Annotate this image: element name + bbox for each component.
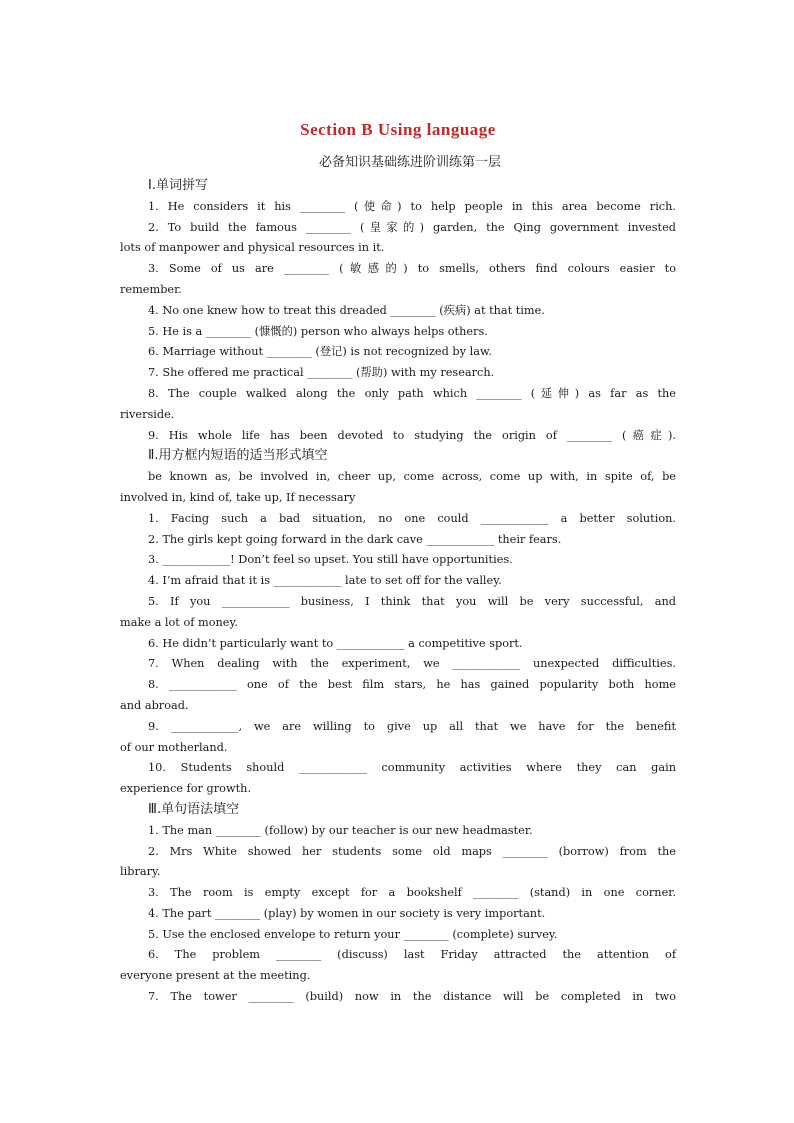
- question-line: 1. The man ________ (follow) by our teacher is our new headmaster.: [148, 823, 533, 837]
- section-heading: Ⅲ.单句语法填空: [148, 801, 240, 817]
- question-line: 5. If you ____________ business, I think that you will be very successful, and: [148, 594, 676, 608]
- question-line: 4. I’m afraid that it is ____________ late to set off for the valley.: [148, 574, 502, 588]
- question-line: 2. To build the famous ________ (皇家的) garden, the Qing government invested: [148, 220, 676, 234]
- section-grammar-fill: [120, 800, 676, 1008]
- question-line: 8. ____________ one of the best film stars, he has gained popularity both home: [148, 678, 676, 692]
- question-lines: [120, 197, 676, 447]
- section-phrase-fill: [120, 446, 676, 800]
- question-line: be known as, be involved in, cheer up, come across, come up with, in spite of, be: [148, 470, 676, 484]
- question-line: make a lot of money.: [120, 615, 238, 629]
- question-line: 6. He didn’t particularly want to ____________ a competitive sport.: [148, 636, 523, 650]
- question-line: involved in, kind of, take up, If necessary: [120, 490, 356, 504]
- question-line: riverside.: [120, 407, 175, 421]
- question-line: 4. The part ________ (play) by women in our society is very important.: [148, 906, 546, 920]
- question-line: 5. Use the enclosed envelope to return your ________ (complete) survey.: [148, 927, 558, 941]
- question-line: 7. The tower ________ (build) now in the distance will be completed in two: [148, 990, 676, 1004]
- question-line: library.: [120, 865, 161, 879]
- question-line: 8. The couple walked along the only path which ________ (延伸) as far as the: [148, 386, 676, 400]
- question-line: 6. Marriage without ________ (登记) is not recognized by law.: [148, 345, 492, 359]
- question-line: 4. No one knew how to treat this dreaded ________ (疾病) at that time.: [148, 303, 545, 317]
- worksheet-page: [120, 118, 676, 1008]
- question-line: 1. Facing such a bad situation, no one could ____________ a better solution.: [148, 511, 676, 525]
- question-lines: [120, 467, 676, 800]
- question-line: 5. He is a ________ (慷慨的) person who always helps others.: [148, 324, 488, 338]
- question-line: remember.: [120, 282, 182, 296]
- question-line: 10. Students should ____________ community activities where they can gain: [148, 761, 676, 775]
- page-title: Section B Using language: [300, 120, 496, 139]
- question-lines: [120, 821, 676, 1008]
- question-line: 3. Some of us are ________ (敏感的) to smells, others find colours easier to: [148, 262, 676, 276]
- question-line: experience for growth.: [120, 782, 252, 796]
- question-line: 2. The girls kept going forward in the dark cave ____________ their fears.: [148, 532, 562, 546]
- section-heading: Ⅱ.用方框内短语的适当形式填空: [148, 448, 328, 464]
- question-line: lots of manpower and physical resources in it.: [120, 241, 385, 255]
- question-line: 9. ____________, we are willing to give up all that we have for the benefit: [148, 719, 676, 733]
- question-line: 7. She offered me practical ________ (帮助) with my research.: [148, 366, 495, 380]
- question-line: 3. ____________! Don’t feel so upset. You still have opportunities.: [148, 553, 513, 567]
- question-line: of our motherland.: [120, 740, 228, 754]
- question-line: 9. His whole life has been devoted to studying the origin of ________ (癌症).: [148, 428, 676, 442]
- question-line: everyone present at the meeting.: [120, 969, 311, 983]
- section-word-spelling: [120, 176, 676, 446]
- question-line: 6. The problem ________ (discuss) last Friday attracted the attention of: [148, 948, 676, 962]
- question-line: 1. He considers it his ________ (使命) to help people in this area become rich.: [148, 199, 676, 213]
- question-line: 7. When dealing with the experiment, we ____________ unexpected difficulties.: [148, 657, 676, 671]
- question-line: 3. The room is empty except for a bookshelf ________ (stand) in one corner.: [148, 886, 676, 900]
- page-subtitle: 必备知识基础练进阶训练第一层: [318, 155, 501, 170]
- question-line: and abroad.: [120, 698, 189, 712]
- section-heading: Ⅰ.单词拼写: [148, 178, 208, 193]
- question-line: 2. Mrs White showed her students some old maps ________ (borrow) from the: [148, 844, 676, 858]
